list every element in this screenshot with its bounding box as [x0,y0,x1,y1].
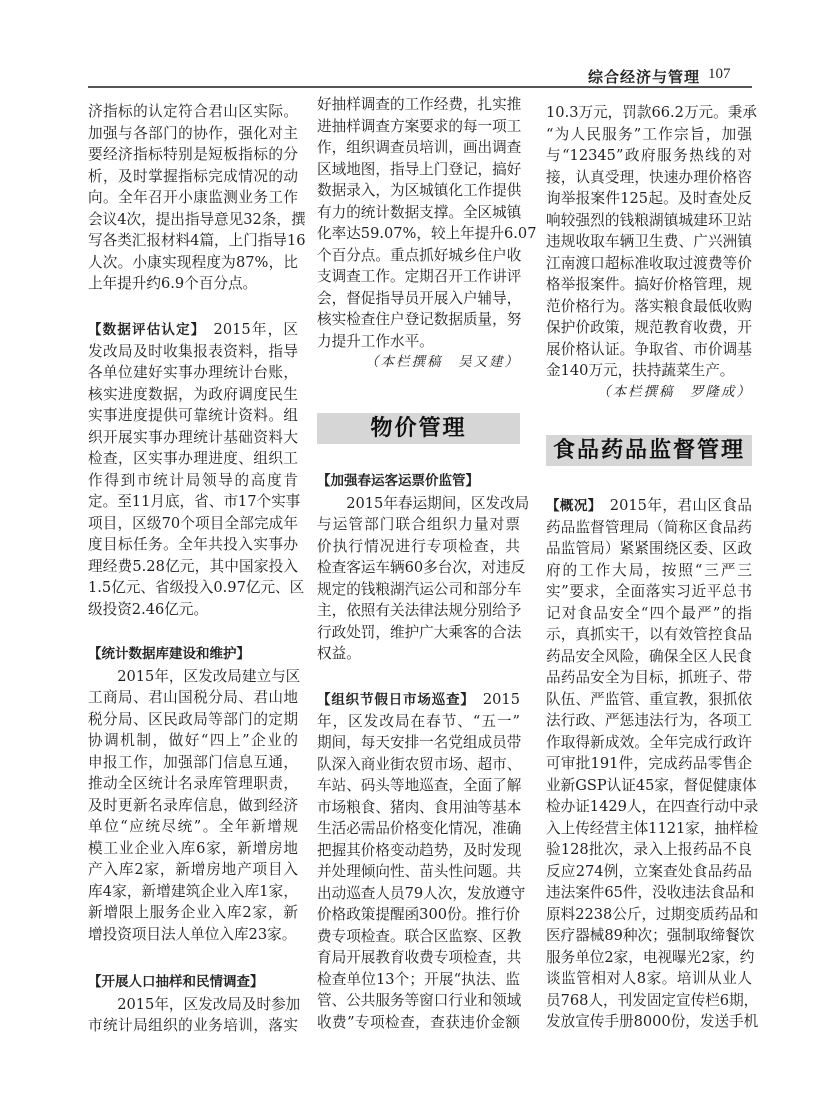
text-line: 2015年春运期间，区发改局 [346,494,530,512]
text-line: 规定的钱粮湖汽运公司和部分车 [317,580,522,598]
text-line: 府的工作大局，按照“三严三 [546,561,752,579]
text-line: 保护价政策，规范教育收费，开 [546,319,752,336]
text-line: 实事进度提供可靠统计资料。组 [88,407,298,424]
text-line: 入上传经营主体1121家，抽样检 [546,819,759,837]
text-line: 法行政、严惩违法行为，各项工 [546,712,752,729]
text-line: 行政处罚，维护广大乘客的合法 [317,623,522,641]
text-line: 作得到市统计局领导的高度肯 [88,471,298,489]
text-line: 发改局及时收集报表资料，指导 [88,342,298,360]
text-line: 反应274例，立案查处食品药品 [546,862,752,880]
text-line: 员768人，刊发固定宣传栏6期， [546,991,759,1009]
section-title: 综合经济与管理 [588,68,701,86]
text-line: 谈监管相对人8家。培训从业人 [546,970,752,987]
author-signature: （本栏撰稿 吴又建） [365,354,520,370]
paragraph-heading: 【组织节假日市场巡查】 [317,692,475,708]
text-line: 支调查工作。定期召开工作讲评 [317,268,522,285]
text-line: 原料2238公斤，过期变质药品和 [546,905,759,923]
text-line: 会议4次，提出指导意见32条，撰 [88,210,306,228]
text-line: 实”要求，全面落实习近平总书 [546,583,752,600]
text-line: 违规收取车辆卫生费、广兴洲镇 [546,233,752,250]
column-2 [317,0,537,1099]
text-line: 【数据评估认定】 2015年，区 [88,321,299,338]
text-line: 及时更新名录库信息，做到经济 [88,796,298,814]
text-line: 品药品安全为目标，抓班子、带 [546,669,752,686]
text-line: 1.5亿元、省级投入0.97亿元、区 [88,579,305,596]
text-line: 价执行情况进行专项检查，共 [317,537,520,555]
text-line: 项目，区级70个项目全部完成年 [88,514,298,532]
author-signature: （本栏撰稿 罗隆成） [597,383,752,400]
text-line: 示，真抓实干，以有效管控食品 [546,626,752,643]
text-line: 2015年，区发改局建立与区 [117,667,301,685]
text-line: 【组织节假日市场巡查】 2015 [317,691,520,708]
text-line: 响较强烈的钱粮湖镇城建环卫站 [546,211,752,229]
text-line: 权益。 [317,645,361,662]
text-line: 江南渡口超标准收取过渡费等价 [546,254,752,272]
paragraph-heading: 【数据评估认定】 [88,322,206,338]
text-line: 析，及时掌握指标完成情况的动 [88,167,298,185]
text-line: 作，组织调查员培训，画出调查 [317,139,522,156]
text-line: 加强与各部门的协作，强化对主 [88,124,298,142]
text-line: 并处理倾向性、苗头性问题。共 [317,863,522,880]
text-line: 个百分点。重点抓好城乡住户收 [317,246,522,264]
text-line: 展价格认证。争取省、市价调基 [546,340,752,358]
paragraph [546,495,759,1033]
text-line: 接，认真受理，快速办理价格咨 [546,168,752,186]
paragraph [317,471,530,665]
text-line: 药品监督管理局（简称区食品药 [546,518,752,536]
text-line: 好抽样调查的工作经费，扎实推 [317,96,522,113]
text-line: 费专项检查。联合区监察、区教 [317,927,522,945]
column-1 [88,0,306,1099]
text-line: 与运管部门联合组织力量对票 [317,516,520,533]
paragraph-heading: 【统计数据库建设和维护】 [88,646,250,662]
text-line: 业新GSP认证45家，督促健康体 [546,776,757,794]
text-line: 品监管局）紧紧围绕区委、区政 [546,540,752,557]
paragraph [88,101,306,295]
text-line: 模工业企业入库6家，新增房地 [88,839,298,857]
text-line: 要经济指标特别是短板指标的分 [88,146,298,163]
text-line: 推动全区统计名录库管理职责， [88,775,298,792]
text-line: 检查客运车辆60多台次，对违反 [317,559,526,576]
text-line: 理经费5.28亿元，其中国家投入 [88,557,298,575]
paragraph [546,102,757,403]
text-line: 金140万元，扶持蔬菜生产。 [546,362,735,379]
text-line: 作取得新成效。全年完成行政许 [546,733,752,751]
paragraph-heading: 【概况】 [546,498,602,514]
text-line: 有力的统计数据支撑。全区城镇 [317,203,522,221]
paragraph [317,94,537,374]
text-line: 核实检查住户登记数据质量，努 [317,311,522,328]
text-line: 写各类汇报材料4篇，上门指导16 [88,232,306,249]
text-line: 人次。小康实现程度为87%，比 [88,253,298,271]
text-line: 度目标任务。全年共投入实事办 [88,536,298,553]
text-line: 队伍、严监管、重宣教，狠抓依 [546,690,752,708]
text-line: 管、公共服务等窗口行业和领域 [317,992,522,1009]
text-line: 协调机制，做好“四上”企业的 [88,732,298,749]
text-line: 上年提升约6.9个百分点。 [88,275,258,292]
text-line: 新增限上服务企业入库2家，新 [88,904,298,921]
text-line: 医疗器械89种次；强制取缔餐饮 [546,927,755,944]
paragraph-heading: 【开展人口抽样和民情调查】 [88,974,264,990]
text-line: 级投资2.46亿元。 [88,600,209,618]
text-line: 检查单位13个；开展“执法、监 [317,970,520,988]
text-line: 育局开展教育收费专项检查，共 [317,949,522,966]
paragraph [88,644,301,945]
text-line: 记对食品安全“四个最严”的指 [546,604,752,622]
text-line: 工商局、君山国税分局、君山地 [88,689,298,706]
text-line: 收费”专项检查，查获违价金额 [317,1013,520,1031]
text-line: 范价格行为。落实粮食最低收购 [546,297,752,315]
paragraph [88,319,305,620]
text-line: 服务单位2家，电视曝光2家，约 [546,948,755,966]
paragraph [88,972,301,1037]
text-line: 验128批次，录入上报药品不良 [546,841,752,858]
text-line: 产入库2家，新增房地产项目入 [88,861,298,878]
text-line: 数据录入，为区城镇化工作提供 [317,182,522,199]
text-line: 期间，每天安排一名党组成员带 [317,734,522,751]
text-line: 出动巡查人员79人次，发放遵守 [317,884,526,902]
text-line: 【概况】 2015年，君山区食品 [546,497,753,514]
column-3 [546,0,759,1099]
text-line: 队深入商业街农贸市场、超市、 [317,755,522,773]
text-line: 车站、码头等地巡查，全面了解 [317,777,522,794]
text-line: 主，依照有关法律法规分别给予 [317,602,522,619]
text-line: 市统计局组织的业务培训，落实 [88,1017,298,1034]
text-line: 询举报案件125起。及时查处反 [546,190,752,207]
text-line: 可审批191件，完成药品零售企 [546,755,752,772]
text-line: 违法案件65件，没收违法食品和 [546,884,755,901]
text-line: 会，督促指导员开展入户辅导， [317,289,522,307]
text-line: 申报工作，加强部门信息互通， [88,753,298,771]
text-line: 税分局、区民政局等部门的定期 [88,710,298,728]
page-number: 107 [708,66,731,82]
text-line: 核实进度数据，为政府调度民生 [88,385,298,403]
text-line: 向。全年召开小康监测业务工作 [88,189,298,206]
text-line: 2015年，区发改局及时参加 [117,995,301,1013]
text-line: 生活必需品价格变化情况，准确 [317,820,522,837]
text-line: 市场粮食、猪肉、食用油等基本 [317,798,522,816]
text-line: 与“12345”政府服务热线的对 [546,147,752,164]
section-title-box: 食品药品监督管理 [546,435,752,466]
text-line: 力提升工作水平。 [317,332,434,350]
text-line: 库4家，新增建筑企业入库1家， [88,882,298,900]
text-line: 定。至11月底，省、市17个实事 [88,493,301,510]
text-line: 检办证1429人，在四查行动中录 [546,798,759,815]
text-line: 发放宣传手册8000份，发送手机 [546,1013,759,1030]
text-line: 增投资项目法人单位入库23家。 [88,925,297,943]
text-line: 10.3万元，罚款66.2万元。秉承 [546,104,757,121]
text-line: “为人民服务”工作宗旨，加强 [546,125,752,143]
text-line: 济指标的认定符合君山区实际。 [88,103,298,120]
text-line: 价格政策提醒函300份。推行价 [317,906,520,923]
paragraph [317,689,526,1033]
text-line: 检查，区实事办理进度、组织工 [88,450,298,467]
text-line: 化率达59.07%，较上年提升6.07 [317,225,537,242]
section-title-box: 物价管理 [317,413,520,444]
text-line: 药品安全风险，确保全区人民食 [546,647,752,665]
text-line: 格举报案件。搞好价格管理，规 [546,276,752,293]
text-line: 区域地图，指导上门登记，搞好 [317,160,522,178]
text-line: 单位“应统尽统”。全年新增规 [88,818,298,835]
text-line: 年，区发改局在春节、“五一” [317,712,520,730]
text-line: 织开展实事办理统计基础资料大 [88,428,298,446]
paragraph-heading: 【加强春运客运票价监管】 [317,473,479,489]
text-line: 把握其价格变动趋势，及时发现 [317,841,522,859]
text-line: 进抽样调查方案要求的每一项工 [317,117,522,135]
text-line: 各单位建好实事办理统计台账， [88,364,298,381]
